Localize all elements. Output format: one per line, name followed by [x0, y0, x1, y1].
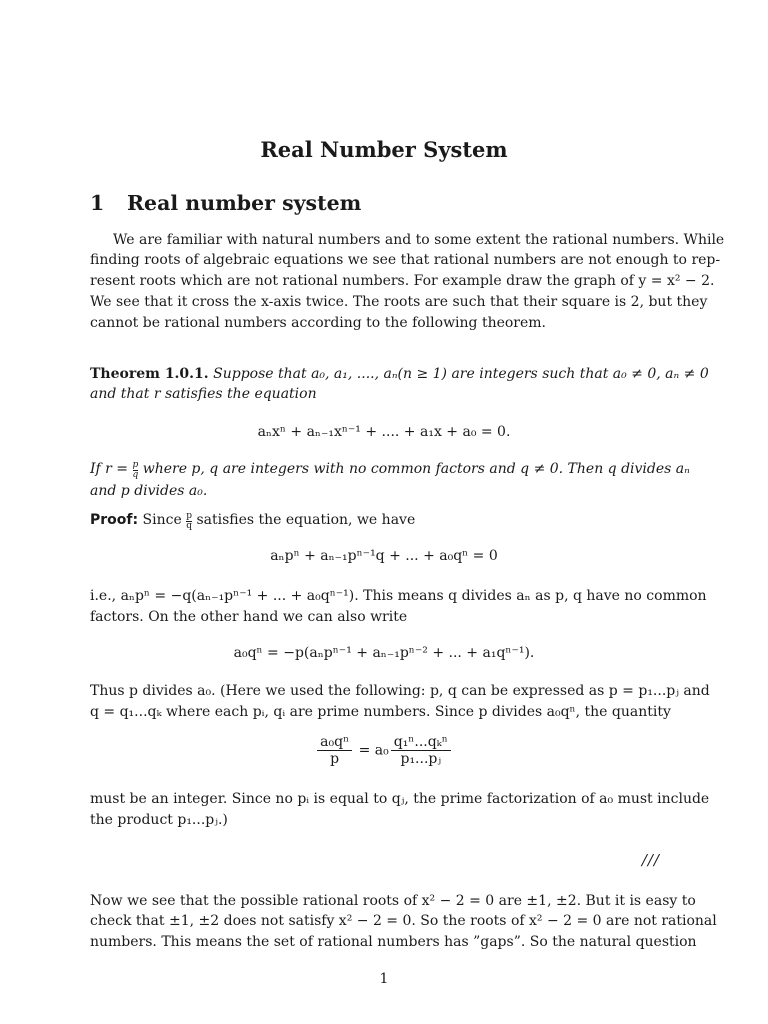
page-number: 1: [379, 971, 389, 987]
fraction-denominator: p: [330, 751, 340, 767]
proof-line-must-2: the product p₁...pⱼ.): [90, 812, 228, 828]
fraction-denominator: q: [132, 470, 139, 480]
intro-line: We see that it cross the x-axis twice. The roots are such that their square is 2, but they: [90, 294, 708, 310]
equation-middle: = a₀: [358, 742, 389, 759]
theorem-text: where p, q are integers with no common factors and q ≠ 0. Then q divides aₙ: [142, 461, 690, 477]
fraction-p-over-q: [186, 512, 192, 531]
fraction-numerator: a₀qⁿ: [317, 734, 352, 751]
intro-line: We are familiar with natural numbers and to some extent the rational numbers. While: [113, 232, 725, 248]
proof-end-mark: ///: [641, 851, 660, 869]
proof-text: Since: [142, 512, 182, 528]
closing-line: numbers. This means the set of rational numbers has ”gaps”. So the natural question: [90, 934, 697, 950]
closing-line: check that ±1, ±2 does not satisfy x² − 2 = 0. So the roots of x² − 2 = 0 are not rational: [90, 913, 717, 929]
document-title: Real Number System: [260, 137, 508, 162]
theorem-line-3: [90, 459, 690, 480]
section-title: Real number system: [127, 191, 362, 215]
fraction-left: [317, 734, 352, 767]
theorem-line-4: and p divides a₀.: [90, 483, 208, 499]
proof-equation-2: a₀qⁿ = −p(aₙpⁿ⁻¹ + aₙ₋₁pⁿ⁻² + ... + a₁qⁿ⁻¹).: [233, 645, 535, 661]
theorem-label: Theorem 1.0.1.: [90, 366, 209, 382]
fraction-denominator: p₁...pⱼ: [400, 751, 442, 767]
theorem-text: If r =: [90, 461, 129, 477]
fraction-numerator: q₁ⁿ...qₖⁿ: [391, 734, 451, 751]
proof-line-1: [90, 510, 660, 531]
proof-label: Proof:: [90, 512, 139, 528]
proof-line-thus-1: Thus p divides a₀. (Here we used the following: p, q can be expressed as p = p₁...pⱼ and: [90, 683, 710, 699]
intro-line: resent roots which are not rational numbers. For example draw the graph of y = x² − 2.: [90, 273, 715, 289]
fraction-p-over-q: [133, 461, 139, 480]
intro-line: cannot be rational numbers according to the following theorem.: [90, 315, 547, 331]
fraction-right: [391, 734, 451, 767]
fraction-numerator: p: [186, 511, 192, 521]
section-heading: [90, 191, 361, 215]
proof-equation-1: aₙpⁿ + aₙ₋₁pⁿ⁻¹q + ... + a₀qⁿ = 0: [270, 548, 498, 564]
theorem-statement: Suppose that a₀, a₁, ...., aₙ(n ≥ 1) are integers such that a₀ ≠ 0, aₙ ≠ 0: [213, 366, 709, 382]
fraction-numerator: p: [132, 460, 139, 470]
proof-line-factors: factors. On the other hand we can also write: [90, 609, 408, 625]
theorem-equation: aₙxⁿ + aₙ₋₁xⁿ⁻¹ + .... + a₁x + a₀ = 0.: [257, 424, 511, 440]
proof-line-thus-2: q = q₁...qₖ where each pᵢ, qᵢ are prime numbers. Since p divides a₀qⁿ, the quantity: [90, 704, 671, 720]
proof-line-ie: i.e., aₙpⁿ = −q(aₙ₋₁pⁿ⁻¹ + ... + a₀qⁿ⁻¹). This means q divides aₙ as p, q have no common: [90, 588, 707, 604]
proof-equation-3: [0, 734, 768, 767]
fraction-denominator: q: [186, 521, 192, 531]
closing-line: Now we see that the possible rational roots of x² − 2 = 0 are ±1, ±2. But it is easy to: [90, 893, 696, 909]
proof-text: satisfies the equation, we have: [196, 512, 416, 528]
section-number: 1: [90, 191, 105, 215]
intro-line: finding roots of algebraic equations we see that rational numbers are not enough to rep-: [90, 252, 721, 268]
theorem-line-1: [90, 364, 709, 384]
proof-line-must-1: must be an integer. Since no pᵢ is equal to qⱼ, the prime factorization of a₀ must include: [90, 791, 710, 807]
theorem-line-2: and that r satisfies the equation: [90, 386, 317, 402]
